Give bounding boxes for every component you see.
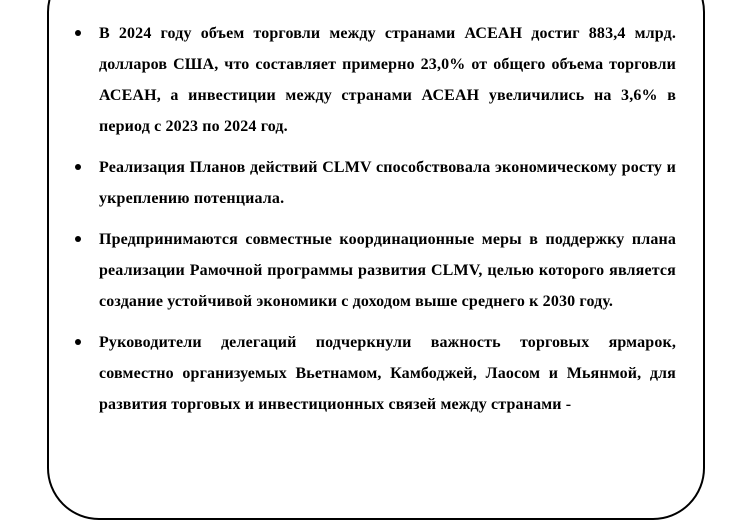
bullet-text: Реализация Планов действий CLMV способствовала экономическому росту и укреплению потенциала. [99,159,676,207]
bullet-dot-icon [75,339,81,345]
bullet-text: Руководители делегаций подчеркнули важность торговых ярмарок, совместно организуемых Вьетнамом, Камбоджей, Лаосом и Мьянмой, для развития торговых и инвестиционных связей между странами - [99,334,676,413]
bullet-list [71,18,676,430]
bullet-item-trade-volume [71,18,676,142]
bullet-text: В 2024 году объем торговли между странами АСЕАН достиг 883,4 млрд. долларов США, что составляет примерно 23,0% от общего объема торговли АСЕАН, а инвестиции между странами АСЕАН увеличились на 3,6% в период с 2023 по 2024 год. [99,25,676,135]
bullet-item-trade-fairs [71,327,676,420]
bullet-item-clmv-action-plans [71,152,676,214]
bullet-dot-icon [75,164,81,170]
bullet-dot-icon [75,30,81,36]
bullet-item-clmv-framework [71,224,676,317]
bullet-dot-icon [75,236,81,242]
bullet-text: Предпринимаются совместные координационные меры в поддержку плана реализации Рамочной программы развития CLMV, целью которого является создание устойчивой экономики с доходом выше среднего к 2030 году. [99,231,676,310]
